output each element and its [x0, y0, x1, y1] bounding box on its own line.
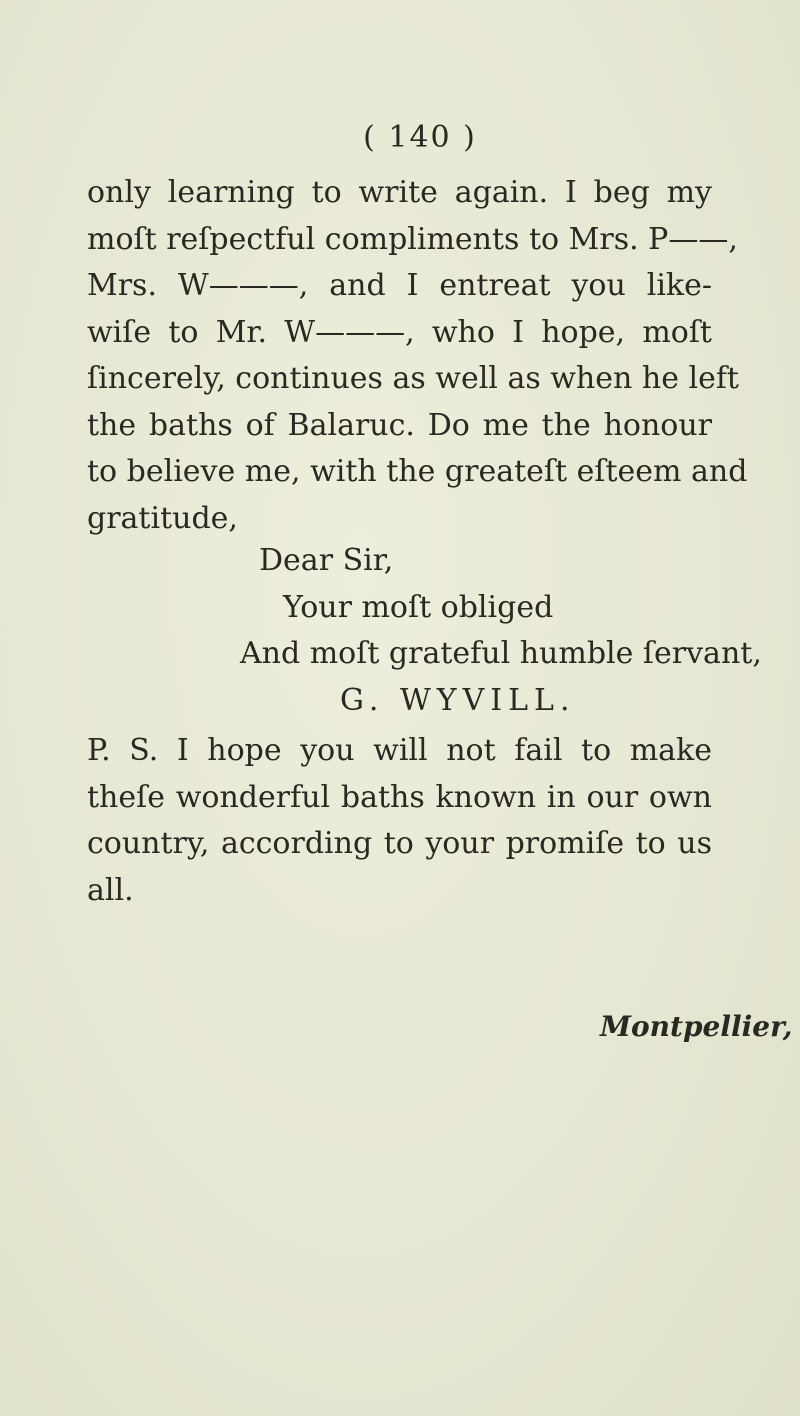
postscript-line: P. S. I hope you will not fail to make: [87, 733, 712, 768]
letter-closing: [0, 538, 800, 724]
body-line: moſt reſpectful compliments to Mrs. P——,: [87, 221, 738, 257]
closing-line: Your moſt obliged: [283, 589, 554, 625]
signature: G. WYVILL.: [340, 682, 576, 718]
body-line: gratitude,: [87, 500, 238, 536]
postscript-line: theſe wonderful baths known in our own: [87, 779, 712, 815]
closing-line: And moſt grateful humble ſervant,: [240, 636, 762, 671]
catchword: Montpellier,: [600, 1010, 793, 1043]
postscript-line: all.: [87, 872, 134, 908]
body-line: wiſe to Mr. W———, who I hope, moſt: [87, 314, 712, 350]
body-line: ſincerely, continues as well as when he left: [87, 361, 739, 396]
page-number: ( 140 ): [363, 120, 477, 155]
postscript: [87, 728, 712, 914]
salutation: Dear Sir,: [259, 543, 394, 578]
body-line: the baths of Balaruc. Do me the honour: [87, 407, 712, 443]
postscript-line: country, according to your promiſe to us: [87, 826, 712, 861]
body-line: to believe me, with the greateſt eſteem and: [87, 454, 748, 489]
body-line: only learning to write again. I beg my: [87, 175, 712, 210]
letter-body: [87, 170, 748, 542]
body-line: Mrs. W———, and I entreat you like-: [87, 268, 712, 303]
